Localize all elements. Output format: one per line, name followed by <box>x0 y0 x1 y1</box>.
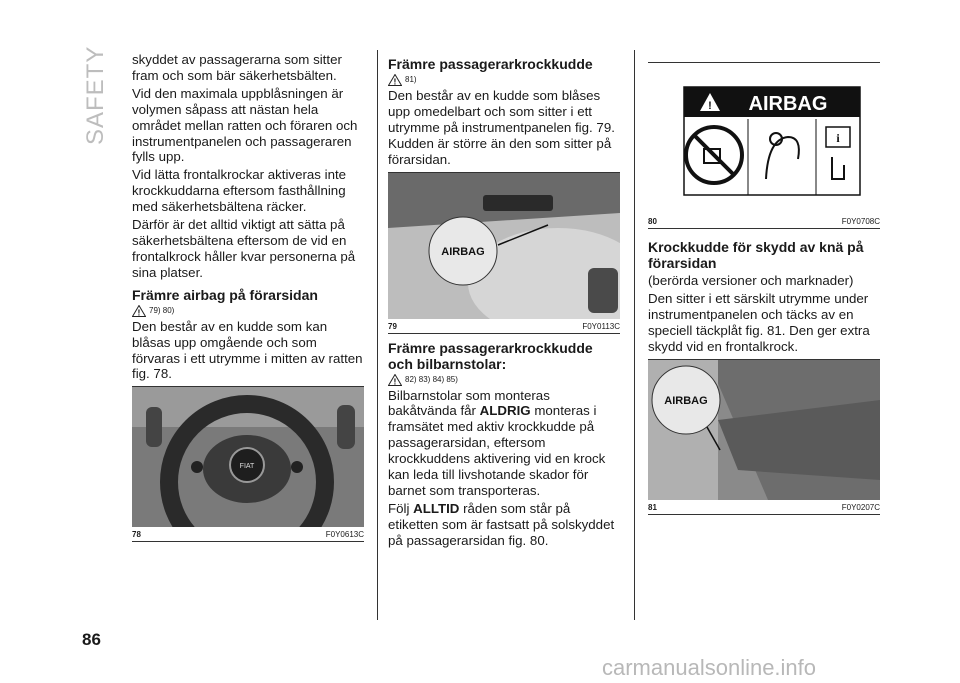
airbag-warning-label-image <box>648 63 880 214</box>
airbag-callout-label: AIRBAG <box>664 394 708 407</box>
figure-81 <box>648 359 880 515</box>
column-1 <box>132 52 364 542</box>
emphasis: ALDRIG <box>479 403 531 419</box>
figure-caption <box>388 322 620 334</box>
warning-reference <box>388 374 620 386</box>
figure-code: F0Y0207C <box>841 502 880 512</box>
figure-number: 80 <box>648 217 657 226</box>
section-heading: Främre passagerarkrockkudde och bilbarnstolar: <box>388 339 593 372</box>
figure-80 <box>648 62 880 229</box>
paragraph <box>388 388 620 499</box>
label-title: AIRBAG <box>748 93 828 115</box>
dashboard-airbag-image <box>388 173 620 319</box>
svg-text:i: i <box>836 131 840 145</box>
text: Följ <box>388 500 414 516</box>
figure-caption <box>648 217 880 229</box>
emphasis: ALLTID <box>413 500 460 516</box>
svg-text:!: ! <box>708 100 712 112</box>
paragraph: Vid lätta frontalkrockar aktiveras inte krockkuddarna eftersom fasthållning med säkerhetsbältena räcker. <box>132 167 347 215</box>
warning-reference <box>388 74 620 86</box>
paragraph: Den består av en kudde som blåses upp omedelbart och som sitter i ett utrymme på instrumentpanelen fig. 79. Kudden är större än den som sitter på förarsidan. <box>388 88 615 167</box>
warning-refs: 82) 83) 84) 85) <box>405 374 458 384</box>
paragraph: Därför är det alltid viktigt att sätta på säkerhetsbältena eftersom de vid en frontalkrock håller kvar personerna på sina platser. <box>132 217 356 280</box>
figure-number: 79 <box>388 321 397 331</box>
svg-text:FIAT: FIAT <box>239 463 255 471</box>
paragraph: Den består av en kudde som kan blåsas upp omgående och som förvaras i ett utrymme i mitten av ratten fig. 78. <box>132 318 363 382</box>
column-2 <box>388 52 620 551</box>
steering-wheel-image <box>132 387 364 527</box>
text: monteras i framsätet med aktiv krockkudde på passagerarsidan, eftersom krockkuddens aktivering vid en krock kan leda till livshotande skador för barnet som transporteras. <box>388 403 606 498</box>
warning-triangle-icon <box>388 374 402 386</box>
knee-airbag-image <box>648 360 880 500</box>
airbag-callout-label: AIRBAG <box>441 245 485 258</box>
page-number: 86 <box>82 630 101 649</box>
column-3 <box>648 62 880 515</box>
watermark: carmanualsonline.info <box>602 655 817 680</box>
figure-code: F0Y0113C <box>582 321 620 331</box>
warning-reference <box>132 305 364 317</box>
figure-78 <box>132 386 364 542</box>
warning-triangle-icon <box>132 305 146 317</box>
figure-caption <box>648 503 880 515</box>
subheading: (berörda versioner och marknader) <box>648 273 854 288</box>
warning-triangle-icon <box>388 74 402 86</box>
paragraph: Den sitter i ett särskilt utrymme under instrumentpanelen och täcks av en speciell täckplåt fig. 81. Den ger extra skydd vid en frontalkrock. <box>648 290 870 354</box>
svg-text:!: ! <box>137 308 141 317</box>
figure-79 <box>388 172 620 334</box>
figure-caption <box>132 530 364 542</box>
warning-refs: 79) 80) <box>149 305 175 315</box>
figure-code: F0Y0613C <box>325 530 364 540</box>
section-heading: Krockkudde för skydd av knä på förarsidan <box>648 239 864 271</box>
text: råden som står på etiketten som är fastsatt på solskyddet på passagerarsidan fig. 80. <box>388 500 615 548</box>
paragraph: Vid den maximala uppblåsningen är volymen såpass att nästan hela området mellan ratten och föraren och instrumentpanelen och passageraren fylls upp. <box>132 85 358 165</box>
section-side-title-text: SAFETY <box>82 45 109 145</box>
figure-number: 81 <box>648 502 657 512</box>
figure-code: F0Y0708C <box>841 217 880 226</box>
section-heading: Främre passagerarkrockkudde <box>388 56 593 72</box>
paragraph: skyddet av passagerarna som sitter fram och som bär säkerhetsbälten. <box>132 52 342 83</box>
warning-refs: 81) <box>405 75 417 84</box>
figure-number: 78 <box>132 530 141 540</box>
text: Bilbarnstolar som monteras bakåtvända får <box>388 387 550 419</box>
svg-text:!: ! <box>393 77 397 86</box>
section-heading: Främre airbag på förarsidan <box>132 286 318 303</box>
column-divider <box>377 50 378 620</box>
column-divider <box>634 50 635 620</box>
paragraph <box>388 501 620 549</box>
svg-text:!: ! <box>393 377 397 386</box>
